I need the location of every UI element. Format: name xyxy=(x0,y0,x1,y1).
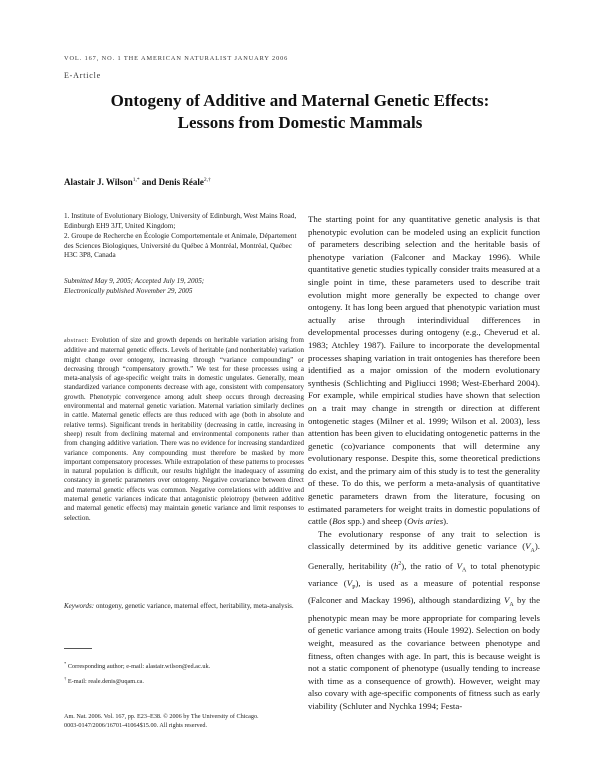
abstract xyxy=(64,336,304,523)
h-superscript: 2 xyxy=(398,560,402,567)
title-line-2: Lessons from Domestic Mammals xyxy=(177,113,423,132)
keywords xyxy=(64,602,304,611)
citation-line-2: 0003-0147/2006/16701-41064$15.00. All rights reserved. xyxy=(64,721,207,729)
body-paragraph-1 xyxy=(308,213,540,528)
dates-line-2: Electronically published November 29, 2005 xyxy=(64,286,193,295)
abstract-text: Evolution of size and growth depends on heritable variation arising from additive and maternal genetic effects. Levels of heritable (and nonheritable) variation might change over ontogeny, increasing through “variance compounding” or decreasing through “compensatory growth.” We test for these processes using a meta-analysis of age-specific weight traits in domestic ungulates. Generally, mean standardized variance components decrease with age, consistent with compensatory growth. Phenotypic convergence among adult sheep occurs through decreasing environmental and maternal genetic variation. Maternal variation similarly declines in cattle. Maternal genetic effects are thus reduced with age (both in absolute and relative terms). Significant trends in heritability (decreasing in cattle, increasing in sheep) result from declining maternal and environmental components rather than from changing additive variation. There was no evidence for increasing standardized variance components. Any compounding must therefore be masked by more important compensatory processes. While extrapolation of these patterns to processes in natural population is difficult, our results highlight the inadequacy of assuming constancy in genetic parameters over ontogeny. Negative covariance between direct and maternal genetic effects was common. Negative correlations with additive and maternal genetic variances indicate that antagonistic pleiotropy (between additive and maternal genetic effects) may maintain genetic variance and limit responses to selection. xyxy=(64,336,305,522)
vp-symbol: V xyxy=(346,578,353,589)
va-subscript-3: A xyxy=(509,602,514,609)
va-symbol-2: V xyxy=(456,560,463,571)
va-symbol: V xyxy=(525,541,531,552)
p1-text-b: spp.) and sheep ( xyxy=(345,516,408,527)
h-symbol: h xyxy=(393,560,399,571)
running-head: VOL. 167, NO. 1 THE AMERICAN NATURALIST JANUARY 2006 xyxy=(64,55,289,62)
footnote-2-mark: † xyxy=(64,676,67,682)
p2-text-b: ). Generally, heritability ( xyxy=(308,541,540,571)
p2-text-d: to total phenotypic variance ( xyxy=(308,560,541,589)
footnote-1 xyxy=(64,659,304,672)
body-text-column xyxy=(308,213,540,712)
p1-text-c: ). xyxy=(443,516,449,527)
affiliation-1: 1. Institute of Evolutionary Biology, University of Edinburgh, West Mains Road, Edinburgh EH9 3JT, United Kingdom; xyxy=(64,212,297,230)
footnote-2-text: E-mail: reale.denis@uqam.ca. xyxy=(67,678,144,686)
taxon-bos: Bos xyxy=(332,516,346,527)
footnote-1-mark: * xyxy=(64,661,67,666)
affiliation-2: 2. Groupe de Recherche en Écologie Comportementale et Animale, Département des Sciences Biologiques, Université du Québec à Montréal, Montréal, Québec H3C 3P8, Canada xyxy=(64,232,297,260)
va-symbol-3: V xyxy=(503,595,510,606)
p1-text-a: The starting point for any quantitative genetic analysis is that phenotypic evolution can be modeled using an explicit function of parameters describing selection and the heritable basis of phenotype variation (Falconer and Mackay 1996). While quantitative genetic studies typically consider traits measured at a single point in time, these parameters used to describe trait evolution might more generally be expected to change over ontogeny. It has long been argued that phenotypic variation must actually arise through interindividual differences in developmental processes during ontogeny (e.g., Cheverud et al. 1983; Atchley 1987). Failure to incorporate the developmental processes shaping variation in trait ontogenies has therefore been identified as a major omission of the modern evolutionary synthesis (Schlichting and Pigliucci 1998; West-Eberhard 2004). For example, while empirical studies have shown that selection on a trait may change in strength or direction at different ontogenetic stages (Milner et al. 1999; Wilson et al. 2003), less attention has been given to elucidating ontogenetic patterns in the genetic (co)variance components that will determine any evolutionary response. Despite this, some theoretical predictions do exist, and the primary aim of this study is to test the generality of these. To do this, we perform a meta-analysis of quantitative genetic parameters drawn from the literature, focusing on estimated parameters for weight traits in domestic populations of cattle ( xyxy=(308,214,540,527)
author-2-marks: 2,† xyxy=(203,177,211,183)
section-label: E-Article xyxy=(64,71,101,80)
p2-text-e: ), is used as a measure of potential response (Falconer and Mackay 1996), although standardizing xyxy=(308,578,540,606)
va-subscript-2: A xyxy=(462,567,467,574)
p2-text-c: ), the ratio of xyxy=(401,560,457,571)
title-line-1: Ontogeny of Additive and Maternal Genetic Effects: xyxy=(110,91,490,110)
vp-subscript: P xyxy=(352,584,356,591)
dates-line-1: Submitted May 9, 2005; Accepted July 19, 2005; xyxy=(64,277,205,285)
p2-text-f: by the phenotypic mean may be more appropriate for comparing levels of genetic variance among traits (Houle 1992). Selection on body weight, measured as the covariance between phenotype and fitness, often changes with age. In part, this is because weight is not a static component of phenotype (usually tending to increase with time as a consequence of growth). However, weight may also covary with age-specific components of fitness such as early viability (Schluter and Nychka 1994; Festa- xyxy=(308,595,540,711)
taxon-ovis: Ovis aries xyxy=(407,516,444,527)
article-title xyxy=(40,90,560,134)
va-subscript: A xyxy=(530,548,535,555)
footnote-1-text: Corresponding author; e-mail: alastair.wilson@ed.ac.uk. xyxy=(67,663,211,671)
affiliations xyxy=(64,212,304,262)
author-connector: and xyxy=(141,177,157,187)
p2-text-a: The evolutionary response of any trait to selection is classically determined by its additive genetic variance ( xyxy=(308,528,540,552)
author-2-name: Denis Réale xyxy=(158,177,204,187)
author-list xyxy=(64,177,211,187)
citation-info xyxy=(64,713,314,730)
footnote-2 xyxy=(64,674,304,687)
submission-dates xyxy=(64,277,304,296)
abstract-label: abstract: xyxy=(64,338,90,344)
keywords-label: Keywords: xyxy=(64,602,95,610)
footnotes xyxy=(64,659,304,689)
keywords-text: ontogeny, genetic variance, maternal effect, heritability, meta-analysis. xyxy=(95,602,294,610)
footnote-rule xyxy=(64,648,92,649)
body-paragraph-2 xyxy=(308,528,540,713)
author-1-marks: 1,* xyxy=(132,177,140,183)
citation-line-1: Am. Nat. 2006. Vol. 167, pp. E23–E38. © 2006 by The University of Chicago. xyxy=(64,713,259,720)
author-1-name: Alastair J. Wilson xyxy=(64,177,133,187)
